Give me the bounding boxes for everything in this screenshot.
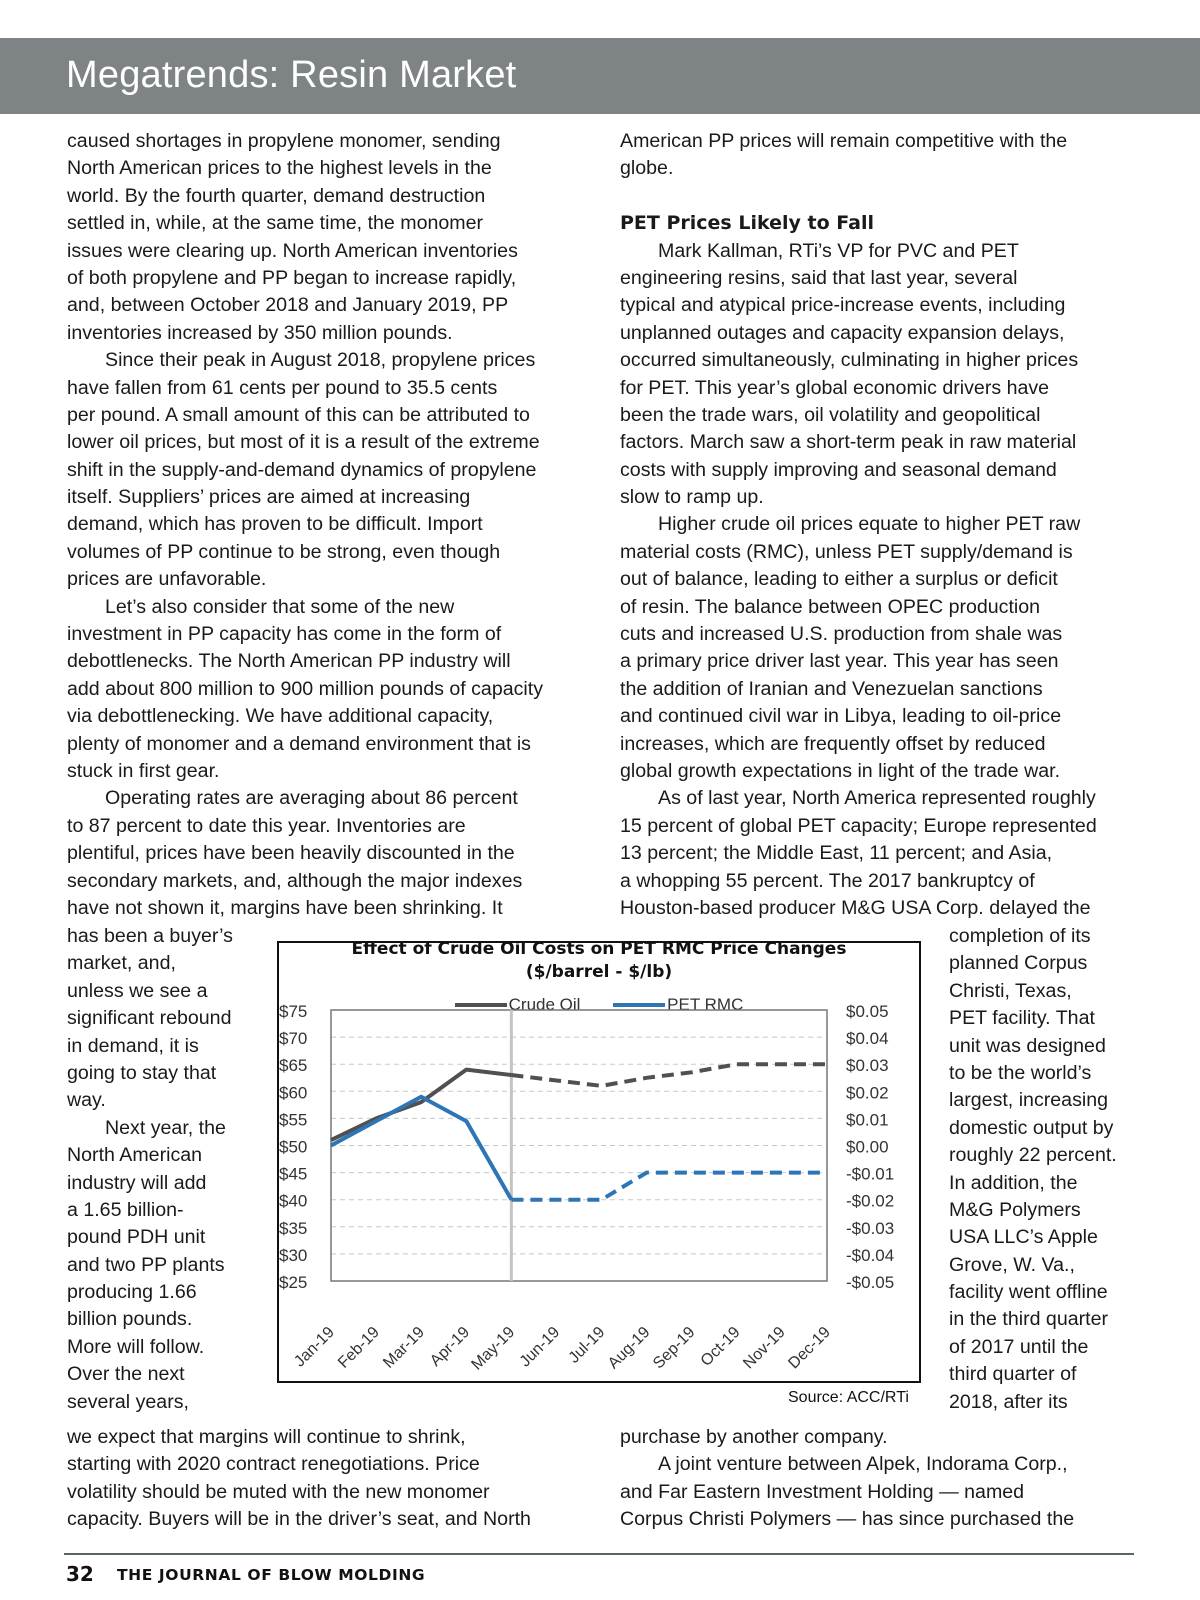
page-number: 32	[66, 1562, 94, 1586]
text-line: global growth expectations in light of the trade war.	[620, 759, 1061, 782]
text-line: North American	[67, 1144, 203, 1167]
text-line: lower oil prices, but most of it is a result of the extreme	[67, 431, 540, 454]
text-line: in demand, it is	[67, 1034, 199, 1057]
x-axis-tick: Apr-19	[427, 1323, 474, 1370]
text-line: settled in, while, at the same time, the monomer	[67, 212, 484, 235]
chart-title: Effect of Crude Oil Costs on PET RMC Price Changes	[351, 939, 847, 959]
article-right-bottom-text	[620, 1424, 1140, 1534]
x-axis-tick: Jul-19	[565, 1323, 609, 1367]
x-axis-tick: Oct-19	[697, 1323, 744, 1370]
line-chart-plot	[279, 943, 919, 1381]
left-axis-tick: $35	[279, 1218, 308, 1238]
text-line: volumes of PP continue to be strong, even though	[67, 540, 501, 563]
text-line: Mark Kallman, RTi’s VP for PVC and PET	[658, 239, 1019, 262]
x-axis-tick: Jun-19	[516, 1323, 564, 1371]
section-title: Megatrends: Resin Market	[66, 54, 517, 96]
text-line: Since their peak in August 2018, propylene prices	[105, 349, 536, 372]
text-line: Houston-based producer M&G USA Corp. delayed the	[620, 896, 1091, 919]
chart-source: Source: ACC/RTi	[788, 1389, 909, 1406]
left-axis-tick: $75	[279, 1002, 308, 1021]
text-line: and two PP plants	[67, 1253, 225, 1276]
x-axis-tick: May-19	[468, 1323, 519, 1374]
text-line: investment in PP capacity has come in the form of	[67, 623, 502, 646]
text-line: of resin. The balance between OPEC production	[620, 595, 1041, 618]
text-line: significant rebound	[67, 1007, 232, 1030]
text-line: More will follow.	[67, 1335, 205, 1358]
right-axis-tick: -$0.04	[846, 1245, 895, 1265]
text-line: planned Corpus	[949, 952, 1088, 975]
text-line: As of last year, North America represented roughly	[658, 787, 1096, 810]
text-line: globe.	[620, 157, 674, 180]
right-axis-tick: $0.03	[846, 1056, 889, 1076]
text-line: out of balance, leading to either a surplus or deficit	[620, 568, 1058, 591]
text-line: has been a buyer’s	[67, 925, 233, 947]
text-line: caused shortages in propylene monomer, sending	[67, 130, 501, 152]
text-line: In addition, the	[949, 1171, 1078, 1194]
section-heading: PET Prices Likely to Fall	[620, 212, 874, 235]
right-axis-tick: $0.01	[846, 1110, 889, 1130]
right-axis-tick: $0.02	[846, 1083, 889, 1103]
text-line: roughly 22 percent.	[949, 1144, 1117, 1167]
crude-oil-forecast-line	[511, 1064, 827, 1086]
text-line: issues were clearing up. North American inventories	[67, 239, 518, 262]
text-line: to be the world’s	[949, 1061, 1092, 1084]
text-line: unplanned outages and capacity expansion delays,	[620, 321, 1065, 344]
x-axis-tick: Mar-19	[380, 1323, 429, 1372]
text-line: industry will add	[67, 1171, 207, 1194]
text-line: a primary price driver last year. This year has seen	[620, 650, 1059, 673]
text-line: third quarter of	[949, 1363, 1077, 1386]
text-line: facility went offline	[949, 1281, 1108, 1304]
text-line: going to stay that	[67, 1061, 217, 1084]
text-line: way.	[67, 1089, 106, 1112]
publication-name: THE JOURNAL OF BLOW MOLDING	[117, 1566, 426, 1584]
text-line: several years,	[67, 1390, 189, 1413]
chart-figure	[277, 941, 921, 1383]
text-line: add about 800 million to 900 million pounds of capacity	[67, 677, 543, 700]
text-line: world. By the fourth quarter, demand destruction	[67, 184, 486, 207]
left-axis-tick: $65	[279, 1056, 308, 1076]
text-line: in the third quarter	[949, 1308, 1109, 1331]
text-line: via debottlenecking. We have additional capacity,	[67, 705, 494, 728]
x-axis-tick: Aug-19	[604, 1323, 654, 1373]
x-axis-tick: Jan-19	[291, 1323, 338, 1371]
text-line: 2018, after its	[949, 1390, 1068, 1413]
text-line: Grove, W. Va.,	[949, 1253, 1075, 1276]
article-left-bottom-text	[67, 1424, 587, 1534]
right-axis-tick: $0.05	[846, 1002, 889, 1021]
pet-rmc-forecast-line	[511, 1173, 827, 1200]
left-axis-tick: $30	[279, 1245, 308, 1265]
text-line: the addition of Iranian and Venezuelan sanctions	[620, 677, 1043, 700]
text-line: and, between October 2018 and January 2019, PP	[67, 294, 509, 317]
text-line: North American prices to the highest levels in the	[67, 157, 492, 180]
text-line: a whopping 55 percent. The 2017 bankruptcy of	[620, 869, 1035, 892]
text-line: we expect that margins will continue to shrink,	[67, 1426, 466, 1448]
text-line: factors. March saw a short-term peak in raw material	[620, 431, 1077, 454]
text-line: American PP prices will remain competitive with the	[620, 130, 1068, 152]
text-line: prices are unfavorable.	[67, 568, 267, 591]
text-line: typical and atypical price-increase events, including	[620, 294, 1066, 317]
footer-divider	[64, 1553, 1134, 1555]
legend-item-pet-rmc: PET RMC	[613, 995, 743, 1015]
text-line: for PET. This year’s global economic drivers have	[620, 376, 1050, 399]
right-axis-tick: $0.00	[846, 1137, 889, 1157]
text-line: 15 percent of global PET capacity; Europe represented	[620, 814, 1097, 837]
text-line: domestic output by	[949, 1116, 1114, 1139]
text-line: 13 percent; the Middle East, 11 percent; and Asia,	[620, 842, 1053, 865]
text-line: volatility should be muted with the new monomer	[67, 1480, 490, 1503]
text-line: and Far Eastern Investment Holding — named	[620, 1480, 1025, 1503]
text-line: costs with supply improving and seasonal demand	[620, 458, 1057, 481]
text-line: have fallen from 61 cents per pound to 35.5 cents	[67, 376, 498, 399]
text-line: PET facility. That	[949, 1007, 1095, 1030]
chart-subtitle: ($/barrel - $/lb)	[525, 962, 673, 982]
text-line: slow to ramp up.	[620, 486, 764, 509]
right-axis-tick: -$0.05	[846, 1273, 895, 1292]
text-line: Higher crude oil prices equate to higher PET raw	[658, 513, 1081, 536]
x-axis-tick: Nov-19	[740, 1323, 789, 1373]
text-line: unless we see a	[67, 979, 208, 1002]
x-axis-tick: Feb-19	[335, 1323, 383, 1372]
text-line: have not shown it, margins have been shrinking. It	[67, 896, 503, 919]
text-line: Operating rates are averaging about 86 percent	[105, 787, 518, 810]
text-line: pound PDH unit	[67, 1226, 206, 1249]
text-line: USA LLC’s Apple	[949, 1226, 1098, 1249]
text-line: secondary markets, and, although the major indexes	[67, 869, 523, 892]
article-right-wrap-text	[949, 923, 1149, 1416]
article-right-column	[620, 128, 1140, 922]
text-line: largest, increasing	[949, 1089, 1109, 1112]
text-line: demand, which has proven to be difficult. Import	[67, 513, 483, 536]
text-line: producing 1.66	[67, 1281, 197, 1304]
text-line: Christi, Texas,	[949, 979, 1072, 1002]
section-banner	[0, 38, 1200, 114]
right-axis-tick: $0.04	[846, 1029, 889, 1049]
left-axis-tick: $60	[279, 1083, 308, 1103]
text-line: Let’s also consider that some of the new	[105, 595, 455, 618]
text-line: inventories increased by 350 million pounds.	[67, 321, 453, 344]
x-axis-tick: Dec-19	[785, 1323, 834, 1373]
text-line: a 1.65 billion-	[67, 1198, 184, 1221]
text-line: material costs (RMC), unless PET supply/demand is	[620, 540, 1073, 563]
text-line: Over the next	[67, 1363, 185, 1386]
text-line: increases, which are frequently offset by reduced	[620, 732, 1046, 755]
text-line: Corpus Christi Polymers — has since purchased the	[620, 1508, 1075, 1531]
left-axis-tick: $55	[279, 1110, 308, 1130]
text-line: billion pounds.	[67, 1308, 193, 1331]
text-line: been the trade wars, oil volatility and geopolitical	[620, 403, 1041, 426]
text-line: completion of its	[949, 925, 1091, 947]
left-axis-tick: $40	[279, 1191, 308, 1211]
right-axis-tick: -$0.02	[846, 1191, 895, 1211]
text-line: debottlenecks. The North American PP industry will	[67, 650, 511, 673]
text-line: A joint venture between Alpek, Indorama Corp.,	[658, 1453, 1068, 1476]
text-line: to 87 percent to date this year. Inventories are	[67, 814, 466, 837]
left-axis-tick: $45	[279, 1164, 308, 1184]
text-line: shift in the supply-and-demand dynamics of propylene	[67, 458, 537, 481]
text-line: and continued civil war in Libya, leading to oil-price	[620, 705, 1062, 728]
text-line: market, and,	[67, 952, 176, 975]
right-axis-tick: -$0.03	[846, 1218, 895, 1238]
x-axis-tick: Sep-19	[650, 1323, 699, 1373]
left-axis-tick: $25	[279, 1273, 308, 1292]
article-left-wrap-text	[67, 923, 257, 1416]
text-line: itself. Suppliers’ prices are aimed at increasing	[67, 486, 471, 509]
text-line: plentiful, prices have been heavily discounted in the	[67, 842, 515, 865]
text-line: unit was designed	[949, 1034, 1106, 1057]
text-line: of 2017 until the	[949, 1335, 1089, 1358]
pet-rmc-actual-line	[331, 1097, 511, 1200]
text-line: of both propylene and PP began to increase rapidly,	[67, 266, 517, 289]
legend-item-crude-oil: Crude Oil	[455, 995, 581, 1015]
text-line: Next year, the	[105, 1116, 226, 1139]
text-line: purchase by another company.	[620, 1426, 888, 1448]
right-axis-tick: -$0.01	[846, 1164, 895, 1184]
article-left-column	[67, 128, 587, 922]
text-line: per pound. A small amount of this can be attributed to	[67, 403, 530, 426]
left-axis-tick: $50	[279, 1137, 308, 1157]
text-line: cuts and increased U.S. production from shale was	[620, 623, 1063, 646]
text-line: starting with 2020 contract renegotiations. Price	[67, 1453, 480, 1476]
text-line: M&G Polymers	[949, 1198, 1081, 1221]
text-line: capacity. Buyers will be in the driver’s seat, and North	[67, 1508, 531, 1531]
text-line: engineering resins, said that last year, several	[620, 266, 1018, 289]
left-axis-tick: $70	[279, 1029, 308, 1049]
text-line: occurred simultaneously, culminating in higher prices	[620, 349, 1079, 372]
text-line: stuck in first gear.	[67, 759, 220, 782]
text-line: plenty of monomer and a demand environment that is	[67, 732, 531, 755]
